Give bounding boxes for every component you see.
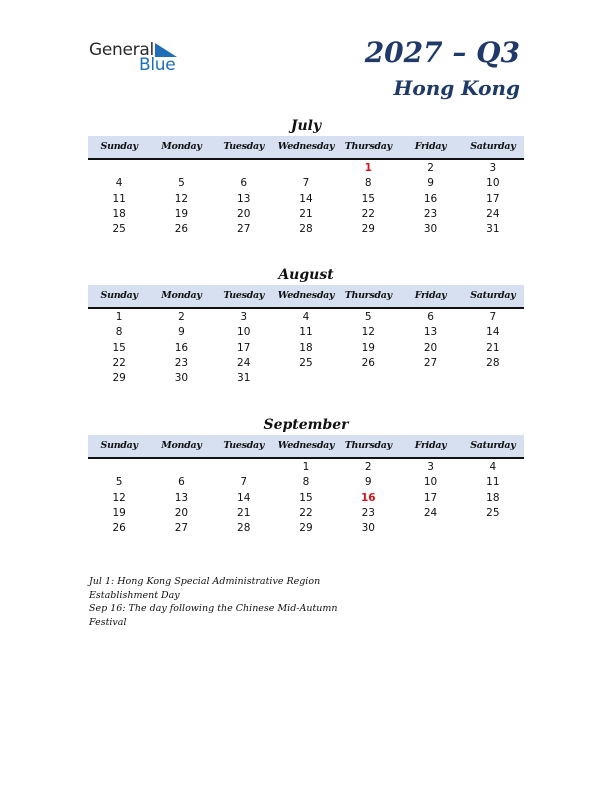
day-cell: 22 [361,207,375,220]
holiday-note: Sep 16: The day following the Chinese Mid-Autumn Festival [89,603,338,628]
week-row [88,207,524,222]
logo [89,40,189,76]
weekday-label: Tuesday [223,440,265,451]
day-cell: 12 [174,192,189,205]
weekday-label: Tuesday [223,141,265,152]
day-cell: 16 [423,192,438,205]
day-cell: 13 [174,491,189,504]
day-cell: 25 [299,356,313,369]
empty-day-cell [462,371,524,386]
day-cell: 25 [112,223,126,236]
day-cell: 16 [174,341,189,354]
day-cell: 12 [361,326,375,339]
week-row [88,310,524,325]
day-cell: 26 [112,522,126,535]
weekday-label: Sunday [100,141,138,152]
day-cell: 9 [364,476,372,489]
empty-day-cell [150,460,212,475]
day-cell: 1 [302,461,310,473]
day-cell: 29 [299,522,313,535]
day-cell: 5 [115,476,123,489]
day-cell: 24 [423,506,438,519]
empty-day-cell [275,371,337,386]
day-cell: 15 [112,341,126,354]
day-cell: 7 [489,311,497,323]
day-cell: 6 [178,476,185,489]
day-cell: 5 [364,311,372,323]
day-cell: 4 [302,311,310,323]
day-cell: 14 [486,326,500,339]
day-cell: 30 [174,372,189,385]
logo-word-general: General [89,40,154,60]
weekday-label: Saturday [470,290,516,301]
week-row [88,222,524,237]
day-cell: 4 [115,177,123,190]
day-cell: 14 [299,192,313,205]
day-cell: 5 [178,177,185,190]
day-cell: 23 [423,207,438,220]
day-cell: 9 [427,177,434,190]
day-cell: 24 [486,207,500,220]
empty-day-cell [213,161,275,176]
day-cell: 13 [237,192,251,205]
day-cell: 17 [486,192,500,205]
empty-day-cell [150,161,212,176]
day-cell: 21 [486,341,500,354]
day-cell: 30 [423,223,438,236]
day-cell: 10 [423,476,438,489]
day-cell: 7 [240,476,248,489]
holiday-notes [89,575,349,629]
empty-day-cell [399,521,461,536]
month-name: July [290,118,322,134]
weekday-label: Monday [161,440,202,451]
day-cell: 3 [240,311,248,323]
week-row [88,371,524,386]
day-cell: 18 [112,207,126,220]
weekday-label: Thursday [344,440,392,451]
weekday-label: Tuesday [223,290,265,301]
holiday-day-cell: 1 [364,162,372,174]
day-cell: 7 [302,177,310,190]
weekday-header [88,285,524,309]
logo-word-blue: Blue [139,55,176,75]
day-cell: 18 [299,341,313,354]
week-row [88,506,524,521]
day-cell: 20 [174,506,189,519]
day-cell: 17 [423,491,438,504]
weekday-label: Wednesday [277,440,335,451]
day-cell: 21 [237,506,251,519]
day-cell: 10 [237,326,251,339]
week-row [88,192,524,207]
day-cell: 19 [174,207,189,220]
day-cell: 27 [237,223,251,236]
day-cell: 3 [427,461,434,473]
empty-day-cell [462,521,524,536]
day-cell: 1 [115,311,123,323]
day-cell: 24 [237,356,251,369]
day-cell: 15 [361,192,375,205]
day-cell: 22 [299,506,313,519]
day-cell: 26 [174,223,189,236]
day-cell: 12 [112,491,126,504]
week-row [88,475,524,490]
week-row [88,341,524,356]
day-cell: 6 [240,177,248,190]
page-title: 2027 – Q3 [364,36,520,69]
week-row [88,356,524,371]
day-cell: 20 [237,207,251,220]
weekday-label: Saturday [470,440,516,451]
weekday-header [88,136,524,160]
weekday-label: Thursday [344,141,392,152]
day-cell: 3 [489,162,497,174]
weekday-label: Friday [414,440,447,451]
day-cell: 29 [361,223,375,236]
day-cell: 31 [486,223,500,236]
day-cell: 2 [364,461,372,473]
month-weeks [88,160,524,237]
month-august [88,265,524,386]
week-row [88,176,524,191]
month-july [88,116,524,237]
weekday-label: Monday [161,141,202,152]
month-name: August [278,267,334,283]
day-cell: 31 [237,372,251,385]
day-cell: 6 [427,311,434,323]
week-row [88,521,524,536]
day-cell: 17 [237,341,251,354]
region-name: Hong Kong [393,76,520,100]
day-cell: 23 [174,356,189,369]
day-cell: 23 [361,506,375,519]
day-cell: 20 [423,341,438,354]
holiday-day-cell: 16 [360,491,376,504]
day-cell: 21 [299,207,313,220]
day-cell: 11 [486,476,500,489]
weekday-label: Friday [414,290,447,301]
day-cell: 11 [112,192,126,205]
day-cell: 28 [486,356,500,369]
day-cell: 27 [423,356,438,369]
week-row [88,325,524,340]
day-cell: 14 [237,491,251,504]
day-cell: 28 [237,522,251,535]
day-cell: 22 [112,356,126,369]
empty-day-cell [213,460,275,475]
day-cell: 10 [486,177,500,190]
weekday-header [88,435,524,459]
weekday-label: Saturday [470,141,516,152]
day-cell: 30 [361,522,375,535]
weekday-label: Friday [414,141,447,152]
day-cell: 18 [486,491,500,504]
empty-day-cell [88,161,150,176]
weekday-label: Wednesday [277,141,335,152]
day-cell: 15 [299,491,313,504]
day-cell: 29 [112,372,126,385]
holiday-note: Jul 1: Hong Kong Special Administrative Region Establishment Day [89,576,321,601]
day-cell: 19 [361,341,375,354]
day-cell: 28 [299,223,313,236]
weekday-label: Monday [161,290,202,301]
week-row [88,161,524,176]
empty-day-cell [275,161,337,176]
day-cell: 8 [115,326,123,339]
month-name: September [263,417,349,433]
month-september [88,415,524,536]
day-cell: 19 [112,506,126,519]
day-cell: 27 [174,522,189,535]
weekday-label: Sunday [100,290,138,301]
day-cell: 4 [489,461,497,473]
day-cell: 13 [423,326,438,339]
weekday-label: Wednesday [277,290,335,301]
weekday-label: Sunday [100,440,138,451]
week-row [88,491,524,506]
month-weeks [88,459,524,536]
day-cell: 8 [364,177,372,190]
empty-day-cell [337,371,399,386]
weekday-label: Thursday [344,290,392,301]
day-cell: 2 [178,311,185,323]
day-cell: 8 [302,476,310,489]
day-cell: 2 [427,162,434,174]
empty-day-cell [88,460,150,475]
day-cell: 25 [486,506,500,519]
day-cell: 26 [361,356,375,369]
day-cell: 9 [178,326,185,339]
week-row [88,460,524,475]
month-weeks [88,309,524,386]
empty-day-cell [399,371,461,386]
day-cell: 11 [299,326,313,339]
